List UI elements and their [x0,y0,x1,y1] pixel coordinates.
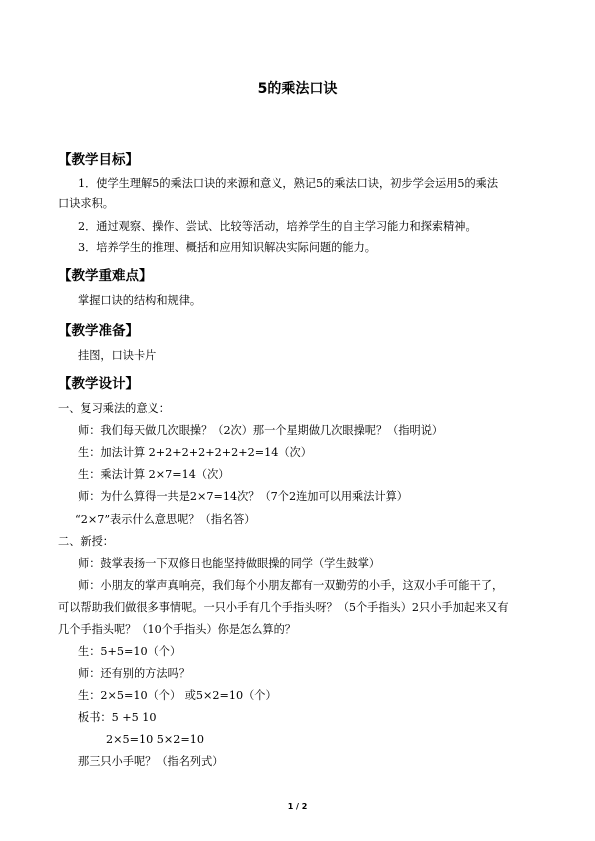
design-line: 可以帮助我们做很多事情呢。一只小手有几个手指头呀？（5个手指头）2只小手加起来又有 [58,601,509,614]
preparation-text: 挂图，口诀卡片 [78,349,157,362]
design-line: 2×5=10 5×2=10 [106,733,204,746]
key-points-text: 掌握口诀的结构和规律。 [78,294,202,307]
goal-item-2: 2．通过观察、操作、尝试、比较等活动，培养学生的自主学习能力和探索精神。 [78,220,477,233]
goal-item-3: 3．培养学生的推理、概括和应用知识解决实际问题的能力。 [78,241,376,254]
design-line: 师：我们每天做几次眼操？（2次）那一个星期做几次眼操呢？（指明说） [78,424,444,437]
design-line: 那三只小手呢？（指名列式） [78,755,224,768]
design-line: 生：2×5=10（个） 或5×2=10（个） [78,689,277,702]
page-title: 5的乘法口诀 [257,81,338,97]
design-line: 师：小朋友的掌声真响亮，我们每个小朋友都有一双勤劳的小手，这双小手可能干了， [78,579,504,592]
design-line: 师：还有别的方法吗？ [78,667,190,680]
design-line: “2×7”表示什么意思呢？（指名答） [75,513,256,526]
design-line: 生：加法计算 2+2+2+2+2+2+2=14（次） [78,446,312,459]
design-line: 板书：5 +5 10 [78,711,157,724]
goal-item-1-line-2: 口诀求积。 [58,197,114,210]
design-line: 师：为什么算得一共是2×7=14次？（7个2连加可以用乘法计算） [78,490,408,503]
section-heading-goals: 【教学目标】 [58,152,139,168]
section-heading-preparation: 【教学准备】 [58,323,139,339]
section-heading-design: 【教学设计】 [58,376,139,392]
section-heading-key-points: 【教学重难点】 [58,268,153,284]
design-line: 师：鼓掌表扬一下双修日也能坚持做眼操的同学（学生鼓掌） [78,557,381,570]
design-line: 生：乘法计算 2×7=14（次） [78,468,230,481]
page-number: 1 / 2 [287,802,308,811]
design-part-1-title: 一、复习乘法的意义： [58,402,170,415]
goal-item-1-line-1: 1．使学生理解5的乘法口诀的来源和意义，熟记5的乘法口诀，初步学会运用5的乘法 [78,177,499,190]
design-line: 生：5+5=10（个） [78,645,182,658]
design-line: 几个手指头呢？（10个手指头）你是怎么算的？ [58,623,296,636]
design-part-2-title: 二、新授： [58,535,114,548]
